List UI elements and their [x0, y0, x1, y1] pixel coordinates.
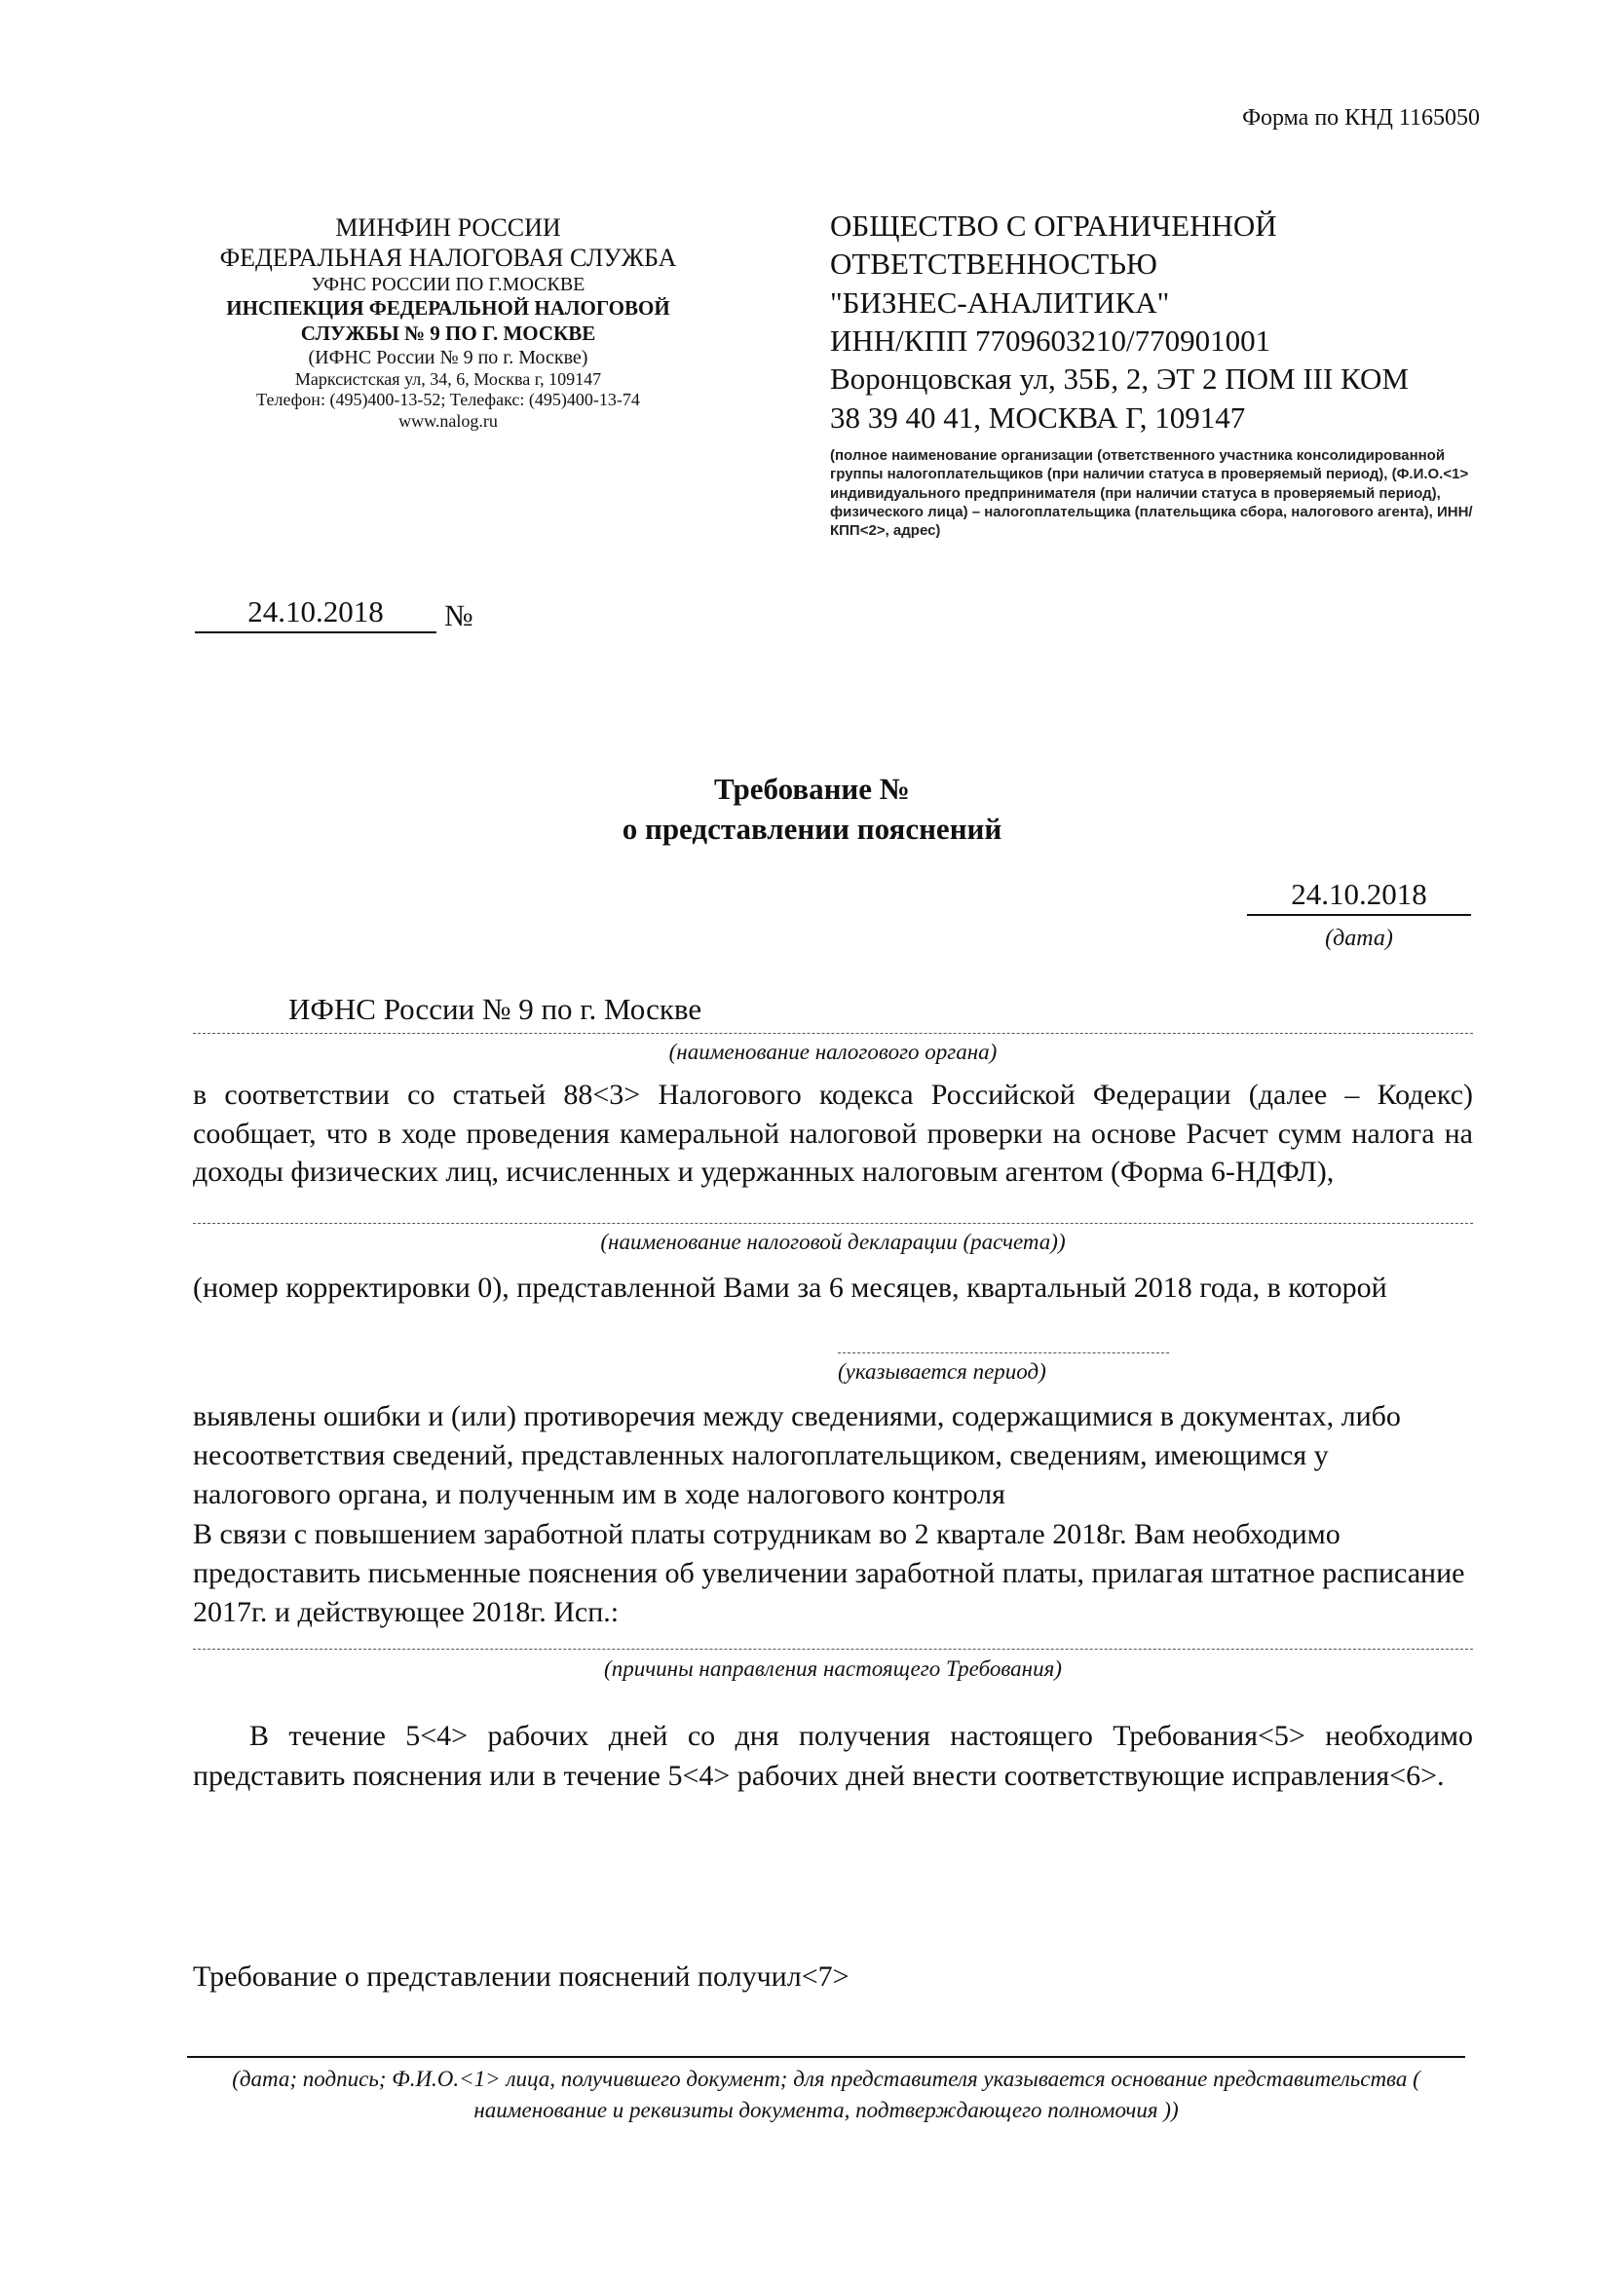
paragraph-article-88: в соответствии со статьей 88<3> Налогового кодекса Российской Федерации (далее – Кодекс) сообщает, что в ходе проведения камеральной налоговой проверки на основе Расчет сумм налога на доходы физических лиц, исчисленных и удержанных налоговым агентом (Форма 6-НДФЛ), — [193, 1079, 1473, 1189]
paragraph-deadline: В течение 5<4> рабочих дней со дня получения настоящего Требования<5> необходимо представить пояснения или в течение 5<4> рабочих дней внести соответствующие исправления<6>. — [193, 1720, 1473, 1792]
sender-service: ФЕДЕРАЛЬНАЯ НАЛОГОВАЯ СЛУЖБА — [219, 244, 677, 273]
recipient-line: ОТВЕТСТВЕННОСТЬЮ — [830, 247, 1157, 282]
outgoing-number-label: № — [444, 598, 473, 632]
signature-line — [187, 2056, 1465, 2058]
paragraph-correction: (номер корректировки 0), представленной Вами за 6 месяцев, квартальный 2018 года, в которой — [193, 1272, 1387, 1304]
reason-caption: (причины направления настоящего Требования) — [604, 1656, 1062, 1681]
title-line1: Требование № — [714, 772, 910, 806]
recipient-block — [830, 207, 1492, 540]
title-line2: о представлении пояснений — [622, 811, 1002, 846]
sender-inspection-line2: СЛУЖБЫ № 9 ПО Г. МОСКВЕ — [300, 321, 596, 345]
paragraph-errors: выявлены ошибки и (или) противоречия между сведениями, содержащимися в документах, либо несоответствия сведений, представленных налогоплательщиком, сведениям, имеющимся у налогового органа, и полученным им в ходе налогового контроля В связи с повышением заработной платы сотрудникам во 2 квартале 2018г. Вам необходимо предоставить письменные пояснения об увеличении заработной платы, прилагая штатное расписание 2017г. и действующее 2018г. Исп.: — [193, 1400, 1465, 1628]
recipient-line: Воронцовская ул, 35Б, 2, ЭТ 2 ПОМ III КОМ — [830, 361, 1409, 397]
sender-ministry: МИНФИН РОССИИ — [335, 213, 561, 242]
sender-department: УФНС РОССИИ ПО Г.МОСКВЕ — [311, 274, 585, 296]
tax-organ-caption: (наименование налогового органа) — [668, 1040, 998, 1064]
recipient-line: 38 39 40 41, МОСКВА Г, 109147 — [830, 399, 1246, 435]
recipient-line: ОБЩЕСТВО С ОГРАНИЧЕННОЙ — [830, 209, 1277, 243]
signature-caption: (дата; подпись; Ф.И.О.<1> лица, получившего документ; для представителя указывается основание представительства ( наименование и реквизиты документа, подтверждающего полномочия )) — [232, 2067, 1420, 2122]
requirement-date-caption: (дата) — [1325, 926, 1393, 951]
requirement-date: 24.10.2018 — [1247, 877, 1471, 916]
receipt-text: Требование о представлении пояснений получил<7> — [193, 1960, 850, 1993]
recipient-note: (полное наименование организации (ответственного участника консолидированной группы налогоплательщиков (при наличии статуса в проверяемый период), (Ф.И.О.<1> индивидуального предпринимателя (при наличии статуса в проверяемый период), физического лица) – налогоплательщика (плательщика сбора, налогового агента), ИНН/КПП<2>, адрес) — [830, 447, 1473, 539]
sender-short-name: (ИФНС России № 9 по г. Москве) — [308, 346, 588, 368]
declaration-caption: (наименование налоговой декларации (расчета)) — [600, 1230, 1066, 1254]
sender-block — [185, 212, 711, 433]
recipient-line: "БИЗНЕС-АНАЛИТИКА" — [830, 285, 1170, 320]
period-caption: (указывается период) — [838, 1359, 1046, 1384]
recipient-line: ИНН/КПП 7709603210/770901001 — [830, 323, 1271, 359]
declaration-underline — [193, 1179, 1473, 1224]
reason-underline — [193, 1610, 1473, 1650]
outgoing-date: 24.10.2018 — [195, 594, 436, 633]
document-title — [0, 770, 1624, 850]
sender-phones: Телефон: (495)400-13-52; Телефакс: (495)400-13-74 — [256, 390, 640, 410]
sender-website: www.nalog.ru — [398, 410, 498, 431]
sender-address: Марксистская ул, 34, 6, Москва г, 109147 — [294, 368, 602, 389]
period-underline — [838, 1325, 1169, 1353]
sender-inspection-line1: ИНСПЕКЦИЯ ФЕДЕРАЛЬНОЙ НАЛОГОВОЙ — [226, 296, 670, 321]
form-code: Форма по КНД 1165050 — [1242, 105, 1480, 131]
tax-organ-name: ИФНС России № 9 по г. Москве — [288, 992, 702, 1026]
